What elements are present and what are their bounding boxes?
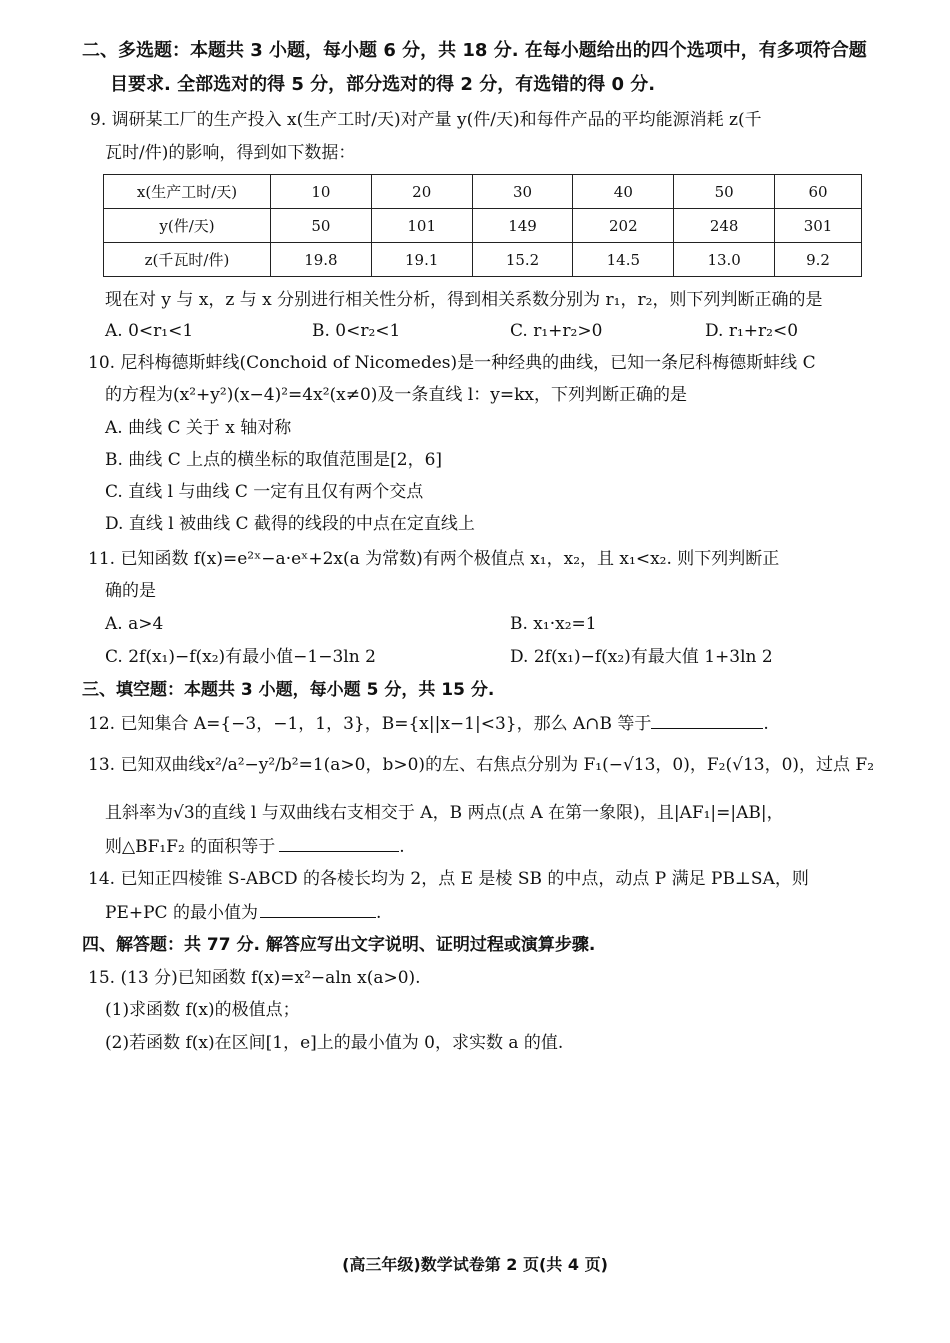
table-cell: 301 xyxy=(775,209,862,243)
table-cell: 248 xyxy=(674,209,775,243)
table-cell: 15.2 xyxy=(472,243,573,277)
table-cell: 50 xyxy=(674,175,775,209)
q12-end: . xyxy=(763,714,769,734)
q14-answer-blank[interactable] xyxy=(260,899,376,918)
q10-option-b: B. 曲线 C 上点的横坐标的取值范围是[2，6] xyxy=(105,450,443,470)
q9-question: 现在对 y 与 x，z 与 x 分别进行相关性分析，得到相关系数分别为 r₁，r₂，则下列判断正确的是 xyxy=(105,290,823,310)
q15-part1: (1)求函数 f(x)的极值点； xyxy=(105,1000,300,1020)
q10-stem-line1: 10. 尼科梅德斯蚌线(Conchoid of Nicomedes)是一种经典的曲线，已知一条尼科梅德斯蚌线 C xyxy=(88,353,816,373)
table-cell: 13.0 xyxy=(674,243,775,277)
q9-option-a: A. 0<r₁<1 xyxy=(105,321,194,341)
q14-stem-line2 xyxy=(105,899,381,926)
table-cell: x(生产工时/天) xyxy=(104,175,271,209)
table-cell: 60 xyxy=(775,175,862,209)
table-cell: y(件/天) xyxy=(104,209,271,243)
table-row xyxy=(104,175,862,209)
q13-text: 则△BF₁F₂ 的面积等于 xyxy=(105,837,276,857)
q12-stem xyxy=(88,710,769,737)
q15-part2: (2)若函数 f(x)在区间[1，e]上的最小值为 0，求实数 a 的值. xyxy=(105,1033,564,1053)
q13-stem-line1: 13. 已知双曲线x²/a²−y²/b²=1(a>0，b>0)的左、右焦点分别为 F₁(−√13，0)，F₂(√13，0)，过点 F₂ xyxy=(88,755,875,775)
q12-answer-blank[interactable] xyxy=(651,710,763,729)
q10-stem-line2: 的方程为(x²+y²)(x−4)²=4x²(x≠0)及一条直线 l：y=kx，下列判断正确的是 xyxy=(105,385,688,405)
section3-heading: 三、填空题：本题共 3 小题，每小题 5 分，共 15 分. xyxy=(82,680,495,700)
table-cell: 50 xyxy=(271,209,372,243)
q9-option-b: B. 0<r₂<1 xyxy=(312,321,401,341)
q13-answer-blank[interactable] xyxy=(279,833,399,852)
table-cell: 30 xyxy=(472,175,573,209)
table-cell: 9.2 xyxy=(775,243,862,277)
q10-option-d: D. 直线 l 被曲线 C 截得的线段的中点在定直线上 xyxy=(105,514,475,534)
q9-stem-line2: 瓦时/件)的影响，得到如下数据： xyxy=(105,143,356,163)
q15-stem: 15. (13 分)已知函数 f(x)=x²−aln x(a>0). xyxy=(88,968,421,988)
section2-heading-line2: 目要求. 全部选对的得 5 分，部分选对的得 2 分，有选错的得 0 分. xyxy=(110,74,656,95)
q13-end: . xyxy=(399,837,405,857)
table-cell: 20 xyxy=(371,175,472,209)
table-cell: 40 xyxy=(573,175,674,209)
table-cell: 149 xyxy=(472,209,573,243)
q9-option-c: C. r₁+r₂>0 xyxy=(510,321,603,341)
q11-option-b: B. x₁·x₂=1 xyxy=(510,614,597,634)
q13-stem-line3 xyxy=(105,833,405,860)
q11-stem-line1: 11. 已知函数 f(x)=e²ˣ−a·eˣ+2x(a 为常数)有两个极值点 x₁，x₂，且 x₁<x₂. 则下列判断正 xyxy=(88,549,780,569)
q14-text: PE+PC 的最小值为 xyxy=(105,903,258,923)
table-cell: z(千瓦时/件) xyxy=(104,243,271,277)
section4-heading: 四、解答题：共 77 分. 解答应写出文字说明、证明过程或演算步骤. xyxy=(82,935,596,955)
q13-stem-line2: 且斜率为√3的直线 l 与双曲线右支相交于 A，B 两点(点 A 在第一象限)，且|AF₁|=|AB|， xyxy=(105,803,784,823)
page-footer: (高三年级)数学试卷第 2 页(共 4 页) xyxy=(342,1255,608,1274)
q11-option-a: A. a>4 xyxy=(105,614,164,634)
q11-option-c: C. 2f(x₁)−f(x₂)有最小值−1−3ln 2 xyxy=(105,647,376,667)
q11-stem-line2: 确的是 xyxy=(105,581,156,601)
q9-data-table xyxy=(103,174,862,277)
table-cell: 19.8 xyxy=(271,243,372,277)
table-row xyxy=(104,243,862,277)
q14-end: . xyxy=(375,903,382,923)
table-cell: 101 xyxy=(371,209,472,243)
q9-stem-line1: 9. 调研某工厂的生产投入 x(生产工时/天)对产量 y(件/天)和每件产品的平均能源消耗 z(千 xyxy=(90,110,762,130)
table-cell: 202 xyxy=(573,209,674,243)
q11-option-d: D. 2f(x₁)−f(x₂)有最大值 1+3ln 2 xyxy=(510,647,773,667)
q14-stem-line1: 14. 已知正四棱锥 S-ABCD 的各棱长均为 2，点 E 是棱 SB 的中点，动点 P 满足 PB⊥SA，则 xyxy=(88,869,809,889)
section2-heading-line1: 二、多选题：本题共 3 小题，每小题 6 分，共 18 分. 在每小题给出的四个选项中，有多项符合题 xyxy=(82,40,867,61)
q10-option-a: A. 曲线 C 关于 x 轴对称 xyxy=(105,418,292,438)
q12-text: 12. 已知集合 A={−3，−1，1，3}，B={x||x−1|<3}，那么 A∩B 等于 xyxy=(88,714,652,734)
q9-option-d: D. r₁+r₂<0 xyxy=(705,321,799,341)
table-cell: 19.1 xyxy=(371,243,472,277)
table-cell: 10 xyxy=(271,175,372,209)
q10-option-c: C. 直线 l 与曲线 C 一定有且仅有两个交点 xyxy=(105,482,424,502)
table-row xyxy=(104,209,862,243)
table-cell: 14.5 xyxy=(573,243,674,277)
